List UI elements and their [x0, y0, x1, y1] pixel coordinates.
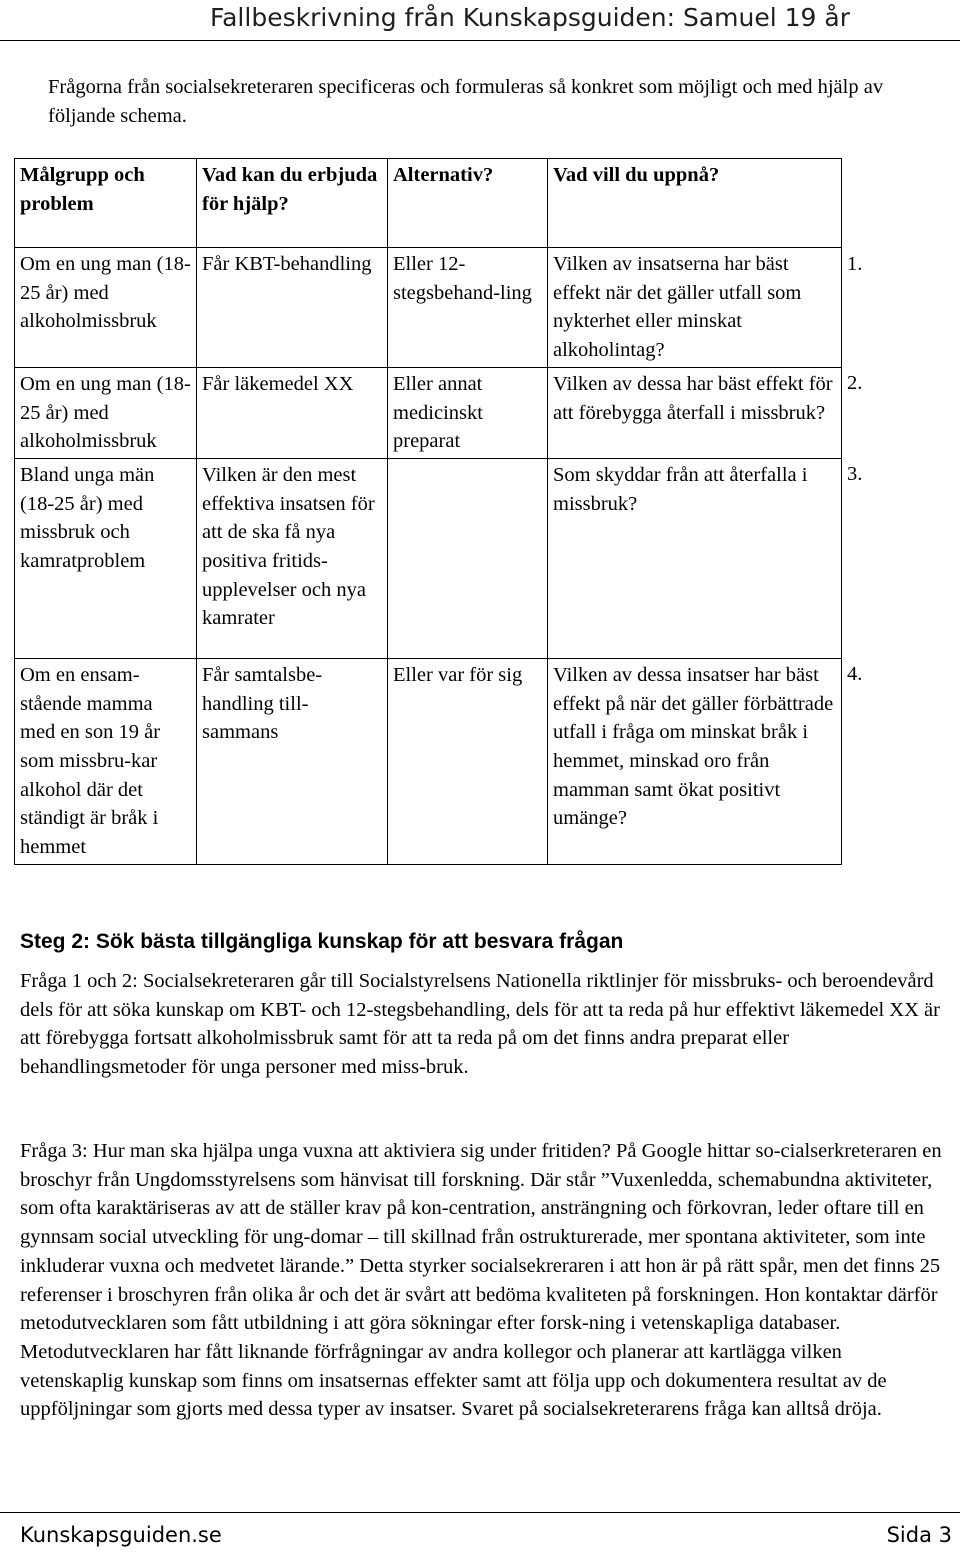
cell-offer: Får läkemedel XX [197, 367, 388, 458]
footer-site: Kunskapsguiden.se [20, 1523, 222, 1547]
document-title: Fallbeskrivning från Kunskapsguiden: Samuel 19 år [210, 3, 850, 32]
paragraph-question-3: Fråga 3: Hur man ska hjälpa unga vuxna att aktiviera sig under fritiden? På Google hittar so-cialserkreteraren en broschyr från Ungdomsstyrelsens som hänvisat till forskning. Där står ”Vuxenledda, schemabundna aktiviteter, som ofta karaktäriseras av att de ställer krav på kon-centration, ansträngning och förkovran, leder oftare till en gynnsam social utveckling för ung-domar – till skillnad från ostrukturerade, mer spontana aktiviteter, som inte inkluderar vuxna och medvetet lärande.” Detta styrker socialsekreraren i att hon är på rätt spår, men det finns 25 referenser i broschyren från olika år och det är svårt att bedöma kvaliteten på forskningen. Hon kontaktar därför metodutvecklaren som fått utbildning i att göra sökningar efter forsk-ning i vetenskapliga databaser. Metodutvecklaren har fått liknande förfrågningar av andra kollegor och planerar att kartlägga vilken vetenskaplig kunskap som finns om insatsernas effekter samt att följa upp och dokumentera resultat av de uppföljningar som gjorts med dessa typer av insatser. Svaret på socialsekreterarens fråga kan alltså dröja. [20, 1140, 942, 1421]
paragraph-question-1-2: Fråga 1 och 2: Socialsekreteraren går till Socialstyrelsens Nationella riktlinjer för missbruks- och beroendevård dels för att söka kunskap om KBT- och 12-stegsbehandling, dels för att ta reda på hur effektivt läkemedel XX är att förebygga fortsatt alkoholmissbruk samt för att ta reda på om det finns andra preparat eller behandlingsmetoder för unga personer med miss-bruk. [20, 970, 940, 1079]
cell-target: Om en ung man (18-25 år) med alkoholmissbruk [15, 248, 197, 368]
question-schema-table [14, 158, 892, 865]
page-header [0, 0, 960, 41]
section-heading: Steg 2: Sök bästa tillgängliga kunskap för att besvara frågan [20, 930, 624, 953]
cell-offer: Får samtalsbe-handling till-sammans [197, 658, 388, 864]
col-header-goal: Vad vill du uppnå? [548, 159, 842, 248]
cell-target: Om en ung man (18-25 år) med alkoholmissbruk [15, 367, 197, 458]
cell-offer: Vilken är den mest effektiva insatsen för att de ska få nya positiva fritids-upplevelser och nya kamrater [197, 458, 388, 658]
table-row [15, 458, 892, 658]
cell-goal: Vilken av insatserna har bäst effekt när det gäller utfall som nykterhet eller minskat alkoholintag? [548, 248, 842, 368]
cell-target: Bland unga män (18-25 år) med missbruk och kamratproblem [15, 458, 197, 658]
table-header-row [15, 159, 892, 248]
cell-goal: Vilken av dessa har bäst effekt för att förebygga återfall i missbruk? [548, 367, 842, 458]
col-header-offer: Vad kan du erbjuda för hjälp? [197, 159, 388, 248]
table-row [15, 367, 892, 458]
cell-offer: Får KBT-behandling [197, 248, 388, 368]
cell-alternative [388, 458, 548, 658]
cell-alternative: Eller var för sig [388, 658, 548, 864]
page-number: Sida 3 [886, 1523, 952, 1547]
col-header-target: Målgrupp och problem [15, 159, 197, 248]
page-footer [0, 1512, 960, 1559]
question-number: 4. [847, 663, 863, 686]
cell-alternative: Eller 12-stegsbehand-ling [388, 248, 548, 368]
question-number: 1. [847, 252, 863, 275]
col-header-alternative: Alternativ? [388, 159, 548, 248]
table-row [15, 248, 892, 368]
cell-alternative: Eller annat medicinskt preparat [388, 367, 548, 458]
intro-text: Frågorna från socialsekreteraren specificeras och formuleras så konkret som möjligt och med hjälp av följande schema. [48, 76, 884, 127]
table-row [15, 658, 892, 864]
question-number: 3. [847, 463, 863, 486]
cell-goal: Vilken av dessa insatser har bäst effekt på när det gäller förbättrade utfall i fråga om minskat bråk i hemmet, minskad oro från mamman samt ökat positivt umänge? [548, 658, 842, 864]
cell-goal: Som skyddar från att återfalla i missbruk? [548, 458, 842, 658]
cell-target: Om en ensam-stående mamma med en son 19 år som missbru-kar alkohol där det ständigt är bråk i hemmet [15, 658, 197, 864]
question-number: 2. [847, 372, 863, 395]
